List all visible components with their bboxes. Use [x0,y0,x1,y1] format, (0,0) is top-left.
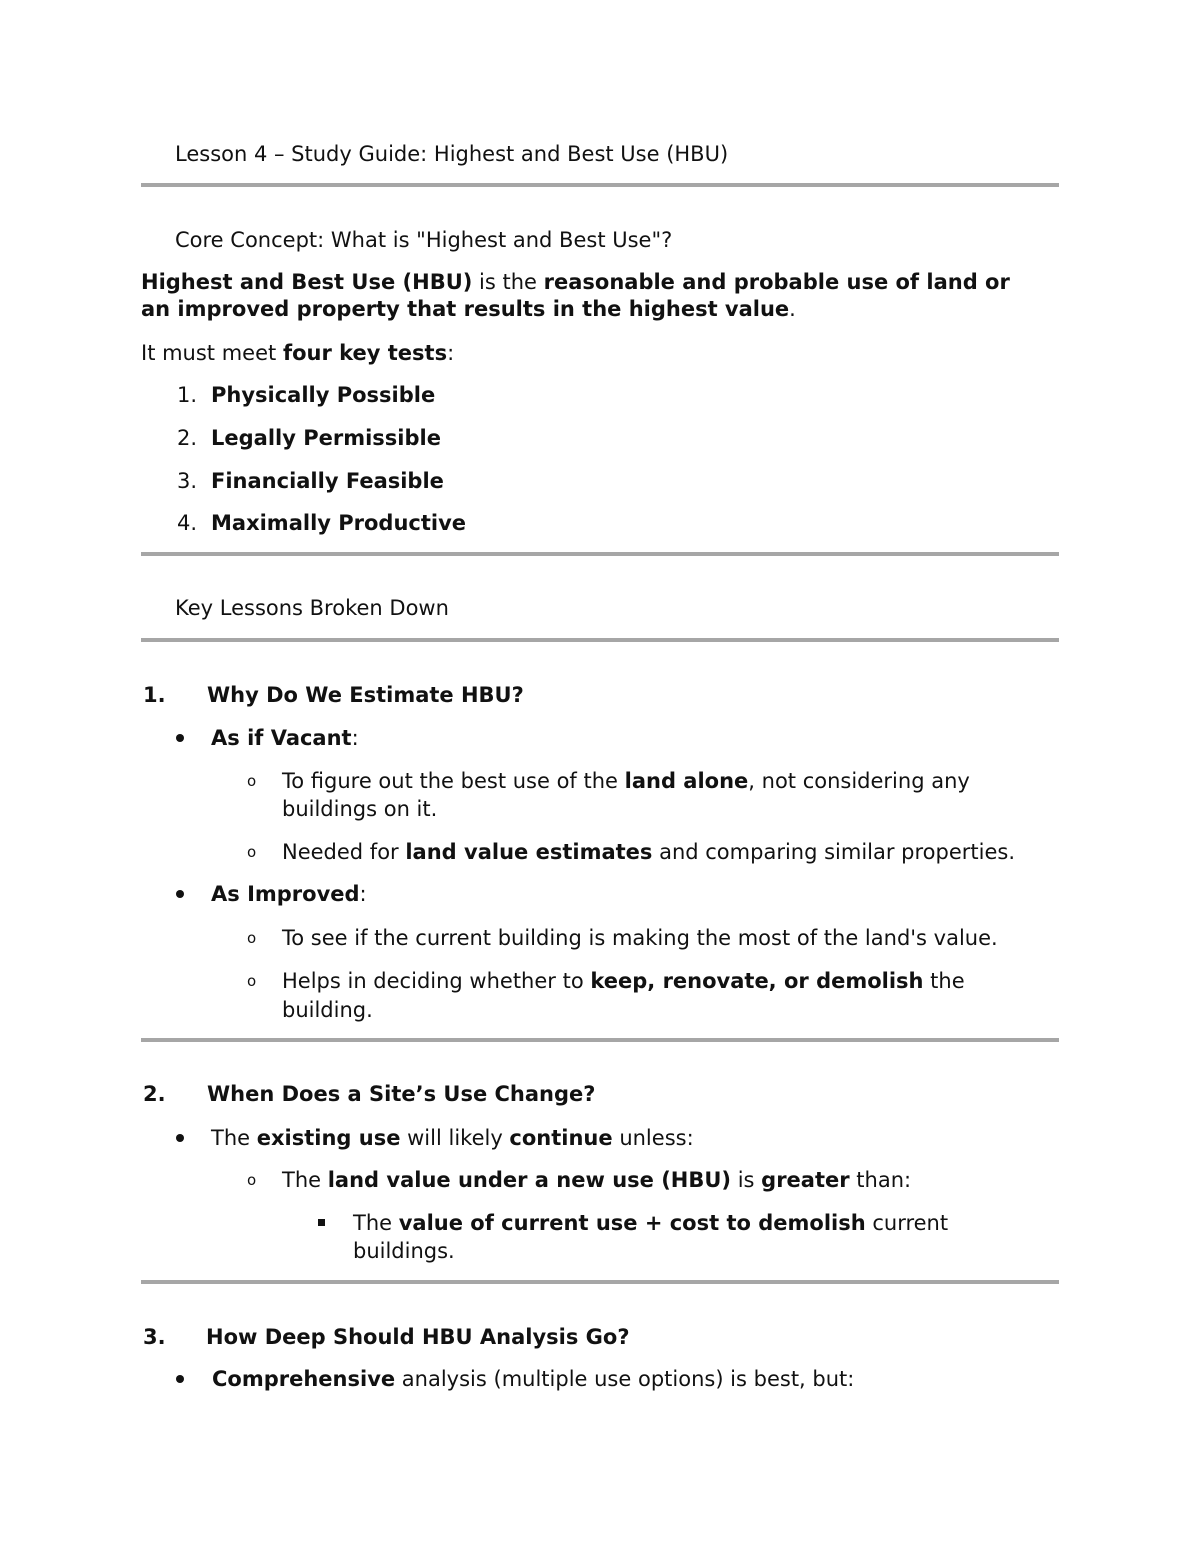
sub-bullet-emphasis: greater [761,1168,850,1192]
section-number: 3. [143,1325,166,1349]
core-concept-heading: Core Concept: What is "Highest and Best Use"? [175,228,673,252]
definition-text: is the [472,270,544,294]
test-number: 1. [177,383,198,407]
circle-bullet-icon: o [247,1171,257,1189]
divider [141,183,1059,187]
bullet-colon: : [351,726,359,750]
definition-line-2 [141,295,796,323]
section-heading: How Deep Should HBU Analysis Go? [206,1325,630,1349]
section-number: 2. [143,1082,166,1106]
divider [141,1280,1059,1284]
bullet-text: The [211,1126,257,1150]
bullet-text: analysis (multiple use options) is best, but: [395,1367,855,1391]
square-bullet-icon [318,1219,325,1226]
test-item: Maximally Productive [211,511,467,535]
sub-bullet-line [282,1166,911,1194]
sub-bullet-text: than: [849,1168,912,1192]
bullet-colon: : [359,882,367,906]
bullet-as-if-vacant [211,724,359,752]
sub-sub-bullet-continuation: buildings. [353,1239,455,1263]
sub-bullet-emphasis: land alone [624,769,749,793]
sub-bullet-line: To see if the current building is making the most of the land's value. [282,926,998,950]
bullet-line [211,1124,694,1152]
divider [141,1038,1059,1042]
sub-bullet-text: The [282,1168,328,1192]
test-item: Financially Feasible [211,469,444,493]
test-number: 2. [177,426,198,450]
sub-bullet-text: Needed for [282,840,406,864]
definition-emphasis-2: an improved property that results in the highest value [141,297,790,321]
sub-bullet-continuation: building. [282,998,373,1022]
tests-intro-emphasis: four key tests [282,341,448,365]
test-item: Physically Possible [211,383,436,407]
bullet-emphasis: existing use [256,1126,401,1150]
bullet-label: As Improved [211,882,360,906]
sub-bullet-emphasis: keep, renovate, or demolish [590,969,924,993]
sub-bullet-continuation: buildings on it. [282,797,438,821]
sub-bullet-emphasis: land value estimates [405,840,653,864]
circle-bullet-icon: o [247,772,257,790]
bullet-icon [176,734,184,742]
bullet-text: unless: [612,1126,694,1150]
bullet-icon [176,1134,184,1142]
bullet-text: will likely [400,1126,510,1150]
definition-period: . [789,297,796,321]
sub-bullet-text: and comparing similar properties. [652,840,1016,864]
tests-intro-colon: : [447,341,455,365]
tests-intro [141,339,454,367]
sub-sub-bullet-text: The [353,1211,399,1235]
page-title: Lesson 4 – Study Guide: Highest and Best Use (HBU) [175,142,729,166]
circle-bullet-icon: o [247,843,257,861]
tests-intro-text: It must meet [141,341,283,365]
definition-line-1 [141,268,1010,296]
definition-emphasis: reasonable and probable use of land or [543,270,1010,294]
sub-bullet-emphasis: land value under a new use (HBU) [327,1168,732,1192]
bullet-emphasis: continue [509,1126,613,1150]
divider [141,638,1059,642]
sub-bullet-line [282,967,965,995]
sub-bullet-text: To figure out the best use of the [282,769,625,793]
sub-bullet-line [282,767,970,795]
section-number: 1. [143,683,166,707]
divider [141,552,1059,556]
sub-sub-bullet-text: current [865,1211,949,1235]
test-number: 3. [177,469,198,493]
key-lessons-heading: Key Lessons Broken Down [175,596,449,620]
bullet-line [212,1365,854,1393]
sub-bullet-text: the [923,969,965,993]
sub-bullet-text: is [731,1168,762,1192]
sub-bullet-text: Helps in deciding whether to [282,969,591,993]
section-heading: Why Do We Estimate HBU? [207,683,524,707]
circle-bullet-icon: o [247,972,257,990]
bullet-as-improved [211,880,367,908]
bullet-icon [176,1375,184,1383]
sub-sub-bullet-emphasis: value of current use + cost to demolish [398,1211,866,1235]
section-heading: When Does a Site’s Use Change? [207,1082,596,1106]
bullet-icon [176,890,184,898]
test-item: Legally Permissible [211,426,441,450]
sub-sub-bullet-line [353,1209,948,1237]
sub-bullet-text: , not considering any [748,769,970,793]
sub-bullet-line [282,838,1015,866]
bullet-emphasis: Comprehensive [212,1367,396,1391]
bullet-label: As if Vacant [211,726,352,750]
test-number: 4. [177,511,198,535]
definition-term: Highest and Best Use (HBU) [141,270,473,294]
circle-bullet-icon: o [247,929,257,947]
